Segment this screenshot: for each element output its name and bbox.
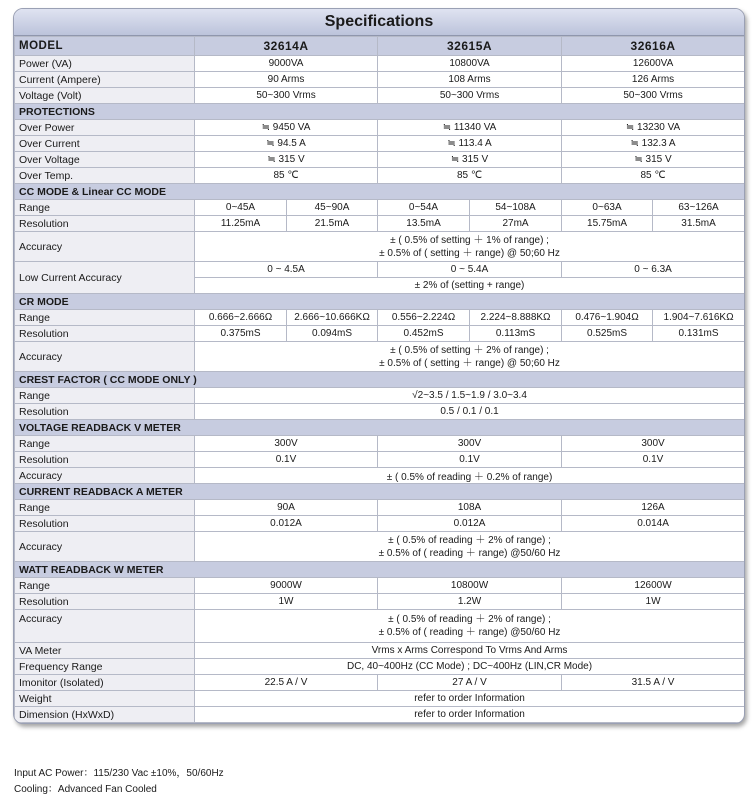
cell: ≒ 315 V — [562, 152, 745, 168]
cell: ≒ 11340 VA — [378, 120, 562, 136]
cell: 0~54A — [378, 200, 470, 216]
cell: 21.5mA — [287, 216, 378, 232]
cell: 0.094mS — [287, 326, 378, 342]
row-label: Resolution — [15, 516, 195, 532]
cell: ± 2% of (setting + range) — [195, 278, 745, 294]
section-header-w-meter — [15, 562, 745, 578]
cell: 0.1V — [195, 452, 378, 468]
cell: 0.452mS — [378, 326, 470, 342]
cell: 0.012A — [378, 516, 562, 532]
accuracy-cell — [195, 610, 745, 643]
cell: 0.476~1.904Ω — [562, 310, 653, 326]
over-voltage-row — [15, 152, 745, 168]
cell: 0.1V — [562, 452, 745, 468]
cell: √2~3.5 / 1.5~1.9 / 3.0~3.4 — [195, 388, 745, 404]
over-current-row — [15, 136, 745, 152]
cell: 1W — [195, 594, 378, 610]
model-label: MODEL — [15, 37, 195, 56]
cell: 0.131mS — [653, 326, 745, 342]
cr-resolution-row — [15, 326, 745, 342]
row-label: Dimension (HxWxD) — [15, 707, 195, 723]
row-label: Resolution — [15, 594, 195, 610]
cell: 15.75mA — [562, 216, 653, 232]
cell: 27mA — [470, 216, 562, 232]
cell: 0.375mS — [195, 326, 287, 342]
w-accuracy-row — [15, 610, 745, 643]
section-header-protections — [15, 104, 745, 120]
cell: 12600W — [562, 578, 745, 594]
section-header-cc-mode — [15, 184, 745, 200]
accuracy-cell — [195, 232, 745, 262]
row-label: Range — [15, 500, 195, 516]
dimension-row — [15, 707, 745, 723]
cell: 12600VA — [562, 56, 745, 72]
cell: 0 ~ 6.3A — [562, 262, 745, 278]
cell: 300V — [195, 436, 378, 452]
current-row — [15, 72, 745, 88]
row-label: Accuracy — [15, 610, 195, 643]
row-label: Imonitor (Isolated) — [15, 675, 195, 691]
row-label: Range — [15, 310, 195, 326]
cell: 1.2W — [378, 594, 562, 610]
cell: 50~300 Vrms — [195, 88, 378, 104]
model-row — [15, 37, 745, 56]
row-label: Current (Ampere) — [15, 72, 195, 88]
cell: 0.666~2.666Ω — [195, 310, 287, 326]
cc-resolution-row — [15, 216, 745, 232]
cr-accuracy-row — [15, 342, 745, 372]
section-title: CREST FACTOR ( CC MODE ONLY ) — [15, 372, 745, 388]
row-label: Over Power — [15, 120, 195, 136]
a-resolution-row — [15, 516, 745, 532]
cell: ≒ 94.5 A — [195, 136, 378, 152]
model-32616a: 32616A — [562, 37, 745, 56]
cell: 0.5 / 0.1 / 0.1 — [195, 404, 745, 420]
cell: 0.1V — [378, 452, 562, 468]
model-32615a: 32615A — [378, 37, 562, 56]
accuracy-line-1: ± ( 0.5% of setting ＋ 2% of range) ; — [390, 344, 549, 356]
cell: 126A — [562, 500, 745, 516]
cell: 126 Arms — [562, 72, 745, 88]
a-accuracy-row — [15, 532, 745, 562]
cell: 0.113mS — [470, 326, 562, 342]
row-label: Range — [15, 436, 195, 452]
accuracy-line-2: ± 0.5% of ( setting ＋ range) @ 50;60 Hz — [379, 357, 560, 369]
section-title: PROTECTIONS — [15, 104, 745, 120]
row-label: Accuracy — [15, 232, 195, 262]
cell: ≒ 132.3 A — [562, 136, 745, 152]
row-label: Range — [15, 388, 195, 404]
cell: 31.5 A / V — [562, 675, 745, 691]
frequency-range-row — [15, 659, 745, 675]
cell: 0~63A — [562, 200, 653, 216]
v-range-row — [15, 436, 745, 452]
accuracy-cell — [195, 342, 745, 372]
footer-input-power: Input AC Power：115/230 Vac ±10%，50/60Hz — [14, 768, 224, 779]
cell: 2.224~8.888KΩ — [470, 310, 562, 326]
accuracy-line-2: ± 0.5% of ( reading ＋ range) @50/60 Hz — [378, 547, 561, 559]
cell: 11.25mA — [195, 216, 287, 232]
row-label: Accuracy — [15, 468, 195, 484]
model-32614a: 32614A — [195, 37, 378, 56]
row-label: Accuracy — [15, 532, 195, 562]
cell: DC, 40~400Hz (CC Mode) ; DC~400Hz (LIN,CR Mode) — [195, 659, 745, 675]
specifications-title: Specifications — [14, 9, 744, 36]
cell: refer to order Information — [195, 707, 745, 723]
voltage-row — [15, 88, 745, 104]
v-accuracy-row — [15, 468, 745, 484]
section-header-cr-mode — [15, 294, 745, 310]
cell: ± ( 0.5% of reading ＋ 0.2% of range) — [195, 468, 745, 484]
cell: 90 Arms — [195, 72, 378, 88]
crest-range-row — [15, 388, 745, 404]
weight-row — [15, 691, 745, 707]
cell: 10800VA — [378, 56, 562, 72]
cell: 85 ℃ — [562, 168, 745, 184]
cell: 22.5 A / V — [195, 675, 378, 691]
cell: ≒ 113.4 A — [378, 136, 562, 152]
cell: 0.014A — [562, 516, 745, 532]
cell: 50~300 Vrms — [378, 88, 562, 104]
cell: refer to order Information — [195, 691, 745, 707]
row-label: Accuracy — [15, 342, 195, 372]
cell: ≒ 315 V — [195, 152, 378, 168]
row-label: Low Current Accuracy — [15, 262, 195, 294]
cell: 9000VA — [195, 56, 378, 72]
cell: 0.012A — [195, 516, 378, 532]
cell: 85 ℃ — [378, 168, 562, 184]
v-resolution-row — [15, 452, 745, 468]
over-power-row — [15, 120, 745, 136]
row-label: Over Current — [15, 136, 195, 152]
cell: 0.525mS — [562, 326, 653, 342]
row-label: Over Temp. — [15, 168, 195, 184]
cr-range-row — [15, 310, 745, 326]
cc-accuracy-row — [15, 232, 745, 262]
row-label: Voltage (Volt) — [15, 88, 195, 104]
va-meter-row — [15, 643, 745, 659]
accuracy-line-1: ± ( 0.5% of setting ＋ 1% of range) ; — [390, 234, 549, 246]
section-header-v-meter — [15, 420, 745, 436]
cell: ≒ 13230 VA — [562, 120, 745, 136]
cell: 0 ~ 4.5A — [195, 262, 378, 278]
cell: 108 Arms — [378, 72, 562, 88]
row-label: VA Meter — [15, 643, 195, 659]
row-label: Range — [15, 200, 195, 216]
over-temp-row — [15, 168, 745, 184]
w-range-row — [15, 578, 745, 594]
cell: 63~126A — [653, 200, 745, 216]
cell: 0.556~2.224Ω — [378, 310, 470, 326]
cc-range-row — [15, 200, 745, 216]
spec-table — [14, 36, 745, 723]
cell: ≒ 315 V — [378, 152, 562, 168]
row-label: Resolution — [15, 216, 195, 232]
row-label: Power (VA) — [15, 56, 195, 72]
cell: ≒ 9450 VA — [195, 120, 378, 136]
row-label: Frequency Range — [15, 659, 195, 675]
accuracy-line-1: ± ( 0.5% of reading ＋ 2% of range) ; — [388, 614, 551, 625]
section-title: CURRENT READBACK A METER — [15, 484, 745, 500]
section-title: CR MODE — [15, 294, 745, 310]
cell: 45~90A — [287, 200, 378, 216]
accuracy-line-2: ± 0.5% of ( setting ＋ range) @ 50;60 Hz — [379, 247, 560, 259]
specifications-panel — [13, 8, 745, 724]
cell: 10800W — [378, 578, 562, 594]
cell: 90A — [195, 500, 378, 516]
cell: 9000W — [195, 578, 378, 594]
a-range-row — [15, 500, 745, 516]
footer-cooling: Cooling：Advanced Fan Cooled — [14, 784, 157, 795]
section-title: CC MODE & Linear CC MODE — [15, 184, 745, 200]
cell: 54~108A — [470, 200, 562, 216]
cell: 85 ℃ — [195, 168, 378, 184]
section-title: VOLTAGE READBACK V METER — [15, 420, 745, 436]
power-row — [15, 56, 745, 72]
row-label: Resolution — [15, 452, 195, 468]
cell: 300V — [378, 436, 562, 452]
cell: 13.5mA — [378, 216, 470, 232]
cell: 0~45A — [195, 200, 287, 216]
section-header-crest-factor — [15, 372, 745, 388]
cell: 2.666~10.666KΩ — [287, 310, 378, 326]
accuracy-line-1: ± ( 0.5% of reading ＋ 2% of range) ; — [388, 534, 551, 546]
cell: 300V — [562, 436, 745, 452]
row-label: Range — [15, 578, 195, 594]
section-header-a-meter — [15, 484, 745, 500]
accuracy-cell — [195, 532, 745, 562]
cell: 31.5mA — [653, 216, 745, 232]
row-label: Over Voltage — [15, 152, 195, 168]
imonitor-row — [15, 675, 745, 691]
cell: 50~300 Vrms — [562, 88, 745, 104]
cell: 0 ~ 5.4A — [378, 262, 562, 278]
cell: 27 A / V — [378, 675, 562, 691]
w-resolution-row — [15, 594, 745, 610]
row-label: Resolution — [15, 404, 195, 420]
cell: 1W — [562, 594, 745, 610]
accuracy-line-2: ± 0.5% of ( reading ＋ range) @50/60 Hz — [378, 627, 561, 638]
row-label: Weight — [15, 691, 195, 707]
cell: Vrms x Arms Correspond To Vrms And Arms — [195, 643, 745, 659]
cell: 1.904~7.616KΩ — [653, 310, 745, 326]
cell: 108A — [378, 500, 562, 516]
row-label: Resolution — [15, 326, 195, 342]
section-title: WATT READBACK W METER — [15, 562, 745, 578]
crest-resolution-row — [15, 404, 745, 420]
low-current-row — [15, 262, 745, 278]
